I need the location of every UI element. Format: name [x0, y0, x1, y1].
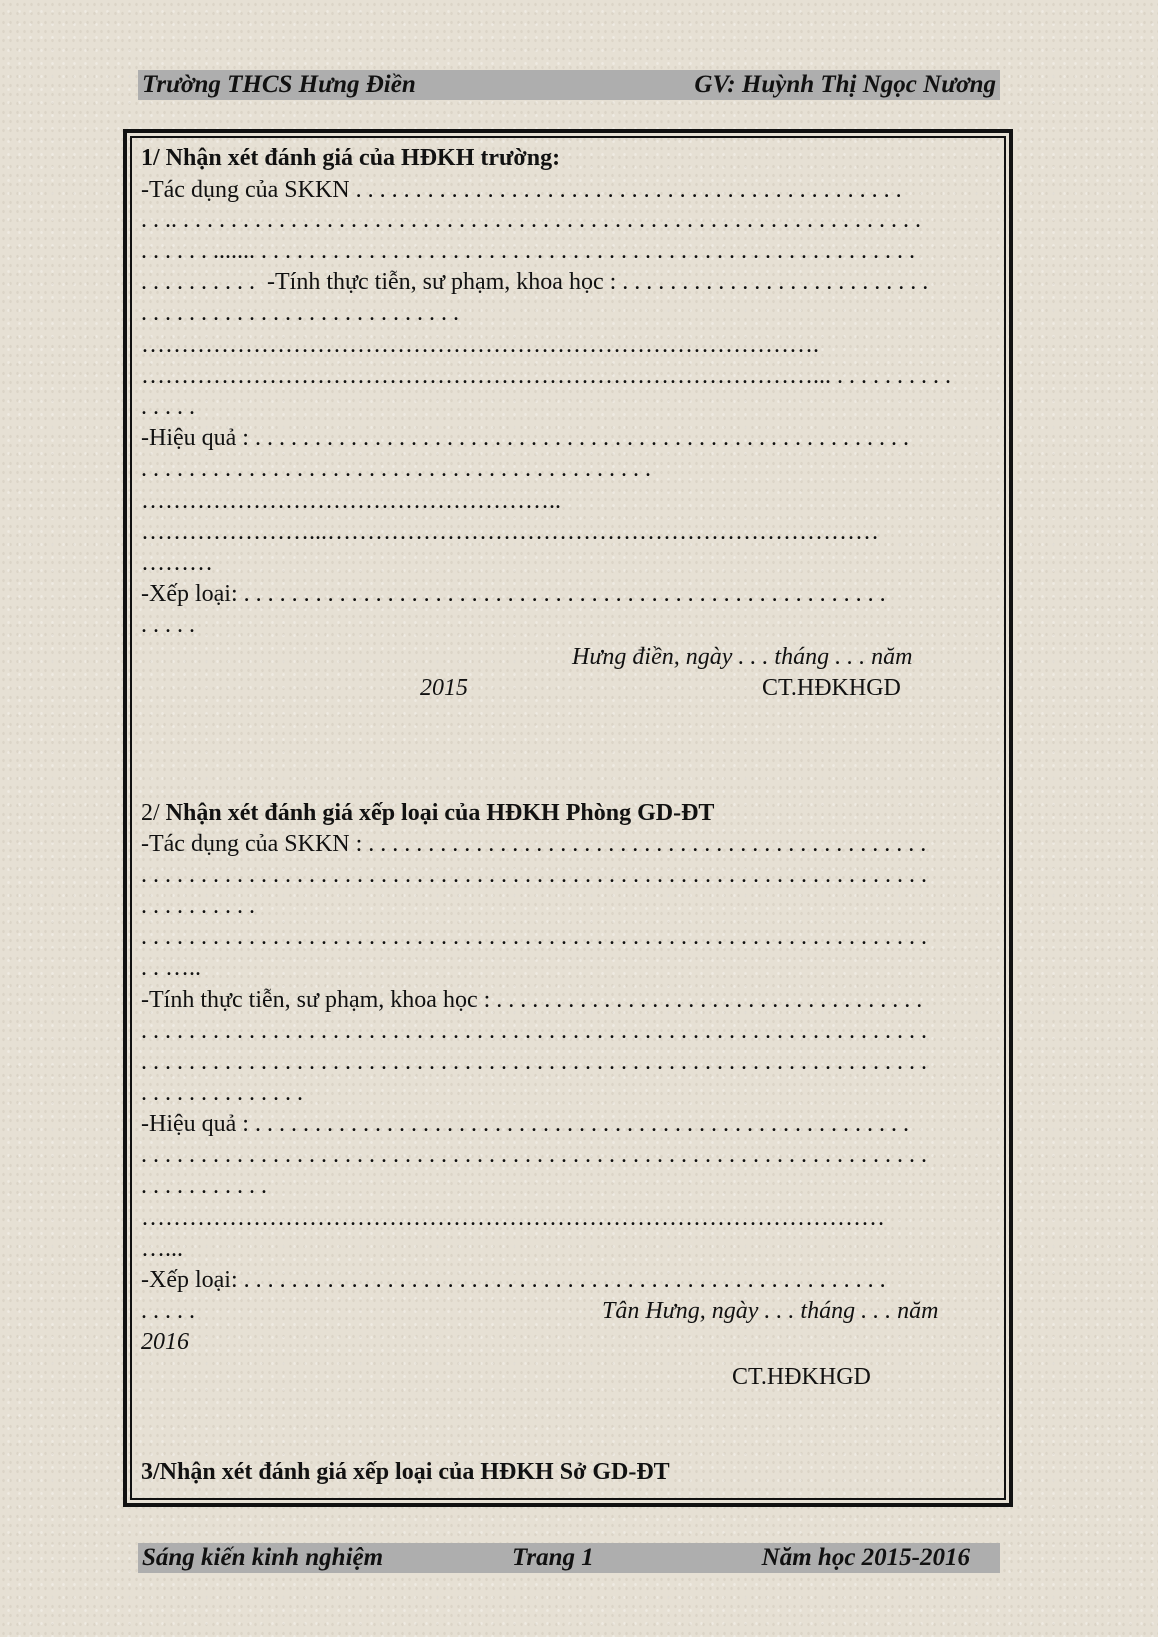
s1-dots-line: . . . . .	[141, 612, 195, 638]
header-teacher: GV: Huỳnh Thị Ngọc Nương	[694, 71, 996, 98]
s1-effect-line: -Tác dụng của SKKN . . . . . . . . . . . . . . . . . . . . . . . . . . . . . . . . . . . . . . . . . . . . . .	[141, 177, 902, 203]
s2-efficiency-line: -Hiệu quả : . . . . . . . . . . . . . . . . . . . . . . . . . . . . . . . . . . . . . . . . . . . . . . . . . . . . . . .	[141, 1111, 909, 1137]
page-footer	[138, 1543, 1000, 1573]
s1-dots-line: . . . . . . . . . . . . . . . . . . . . . . . . . . .	[141, 300, 459, 326]
s1-practical-line	[141, 267, 1001, 297]
section1-title: 1/ Nhận xét đánh giá của HĐKH trường:	[141, 145, 561, 171]
header-school: Trường THCS Hưng Điền	[142, 71, 416, 98]
s1-dots-line: . . . . . . ....... . . . . . . . . . . . . . . . . . . . . . . . . . . . . . . . . . . . . . . . . . . . . . . . . . . . . . . .	[141, 238, 915, 264]
s2-dots-line: . . . . . . . . . .	[141, 893, 255, 919]
page-header	[138, 70, 1000, 100]
s2-dots-line: . . . . . . . . . . . . . . . . . . . . . . . . . . . . . . . . . . . . . . . . . . . . . . . . . . . . . . . . . . . . . . . . . .	[141, 1142, 927, 1168]
s2-practical-line: -Tính thực tiễn, sư phạm, khoa học : . . . . . . . . . . . . . . . . . . . . . . . . . . . . . . . . . . . .	[141, 987, 923, 1013]
s1-efficiency-line: -Hiệu quả : . . . . . . . . . . . . . . . . . . . . . . . . . . . . . . . . . . . . . . . . . . . . . . . . . . . . . . .	[141, 425, 909, 451]
s2-date: Tân Hưng, ngày . . . tháng . . . năm	[602, 1298, 939, 1324]
s2-rating-line: -Xếp loại: . . . . . . . . . . . . . . . . . . . . . . . . . . . . . . . . . . . . . . . . . . . . . . . . . . . . . .	[141, 1267, 886, 1293]
section2-title-text: Nhận xét đánh giá xếp loại của HĐKH Phòng GD-ĐT	[165, 800, 715, 826]
s2-dots-line: …………………………………………………………………………………	[141, 1205, 885, 1231]
footer-page-number: Trang 1	[512, 1544, 594, 1571]
footer-school-year: Năm học 2015-2016	[761, 1544, 970, 1571]
section2-number: 2/	[141, 800, 166, 826]
s1-dots-line: ……………………………………………..	[141, 488, 561, 514]
section2-title	[141, 798, 1001, 828]
s2-effect-line: -Tác dụng của SKKN : . . . . . . . . . . . . . . . . . . . . . . . . . . . . . . . . . . . . . . . . . . . . . . .	[141, 831, 927, 857]
s2-dots-line: . . . . . . . . . . . . . . . . . . . . . . . . . . . . . . . . . . . . . . . . . . . . . . . . . . . . . . . . . . . . . . . . . .	[141, 1049, 927, 1075]
section3-title: 3/Nhận xét đánh giá xếp loại của HĐKH Sở GD-ĐT	[141, 1459, 670, 1485]
s2-dots-line: . . . . . . . . . . .	[141, 1173, 267, 1199]
s1-dots-line: …………………...……………………………………………………………	[141, 519, 879, 545]
s2-dots-line: . . . . . . . . . . . . . . . . . . . . . . . . . . . . . . . . . . . . . . . . . . . . . . . . . . . . . . . . . . . . . . . . . .	[141, 924, 927, 950]
s2-dots-line: . . . . .	[141, 1298, 195, 1324]
s1-year: 2015	[420, 675, 468, 701]
s2-signature: CT.HĐKHGD	[732, 1364, 871, 1390]
s1-dots-line: ………………………………………………………………………….	[141, 332, 819, 358]
s2-dots-line: . . . . . . . . . . . . . . . . . . . . . . . . . . . . . . . . . . . . . . . . . . . . . . . . . . . . . . . . . . . . . . . . . .	[141, 1018, 927, 1044]
s2-dots-line: . . . . . . . . . . . . . .	[141, 1080, 303, 1106]
s1-practical-label: -Tính thực tiễn, sư phạm, khoa học : . . . . . . . . . . . . . . . . . . . . . . . . . .	[267, 269, 929, 295]
s2-dots-line: . . …..	[141, 955, 201, 981]
s1-dots-line: . . . . . . . . . . . . . . . . . . . . . . . . . . . . . . . . . . . . . . . . . . .	[141, 456, 651, 482]
s2-dots-line: . . . . . . . . . . . . . . . . . . . . . . . . . . . . . . . . . . . . . . . . . . . . . . . . . . . . . . . . . . . . . . . . . .	[141, 862, 927, 888]
s1-dots-prefix: . . . . . . . . . .	[141, 269, 255, 295]
s2-year: 2016	[141, 1329, 189, 1355]
s1-date: Hưng điền, ngày . . . tháng . . . năm	[572, 644, 913, 670]
s1-signature: CT.HĐKHGD	[762, 675, 901, 701]
footer-title: Sáng kiến kinh nghiệm	[142, 1544, 384, 1571]
s1-rating-line: -Xếp loại: . . . . . . . . . . . . . . . . . . . . . . . . . . . . . . . . . . . . . . . . . . . . . . . . . . . . . .	[141, 581, 886, 607]
s1-dots-line: . . .. . . . . . . . . . . . . . . . . . . . . . . . . . . . . . . . . . . . . . . . . . . . . . . . . . . . . . . . . . . . . . .	[141, 207, 921, 233]
s1-dots-line: …………………………………………………………………………... . . . . . . . . . .	[141, 363, 951, 389]
s1-dots-line: ………	[141, 550, 213, 576]
s2-dots-line: …...	[141, 1236, 183, 1262]
s1-dots-line: . . . . .	[141, 394, 195, 420]
